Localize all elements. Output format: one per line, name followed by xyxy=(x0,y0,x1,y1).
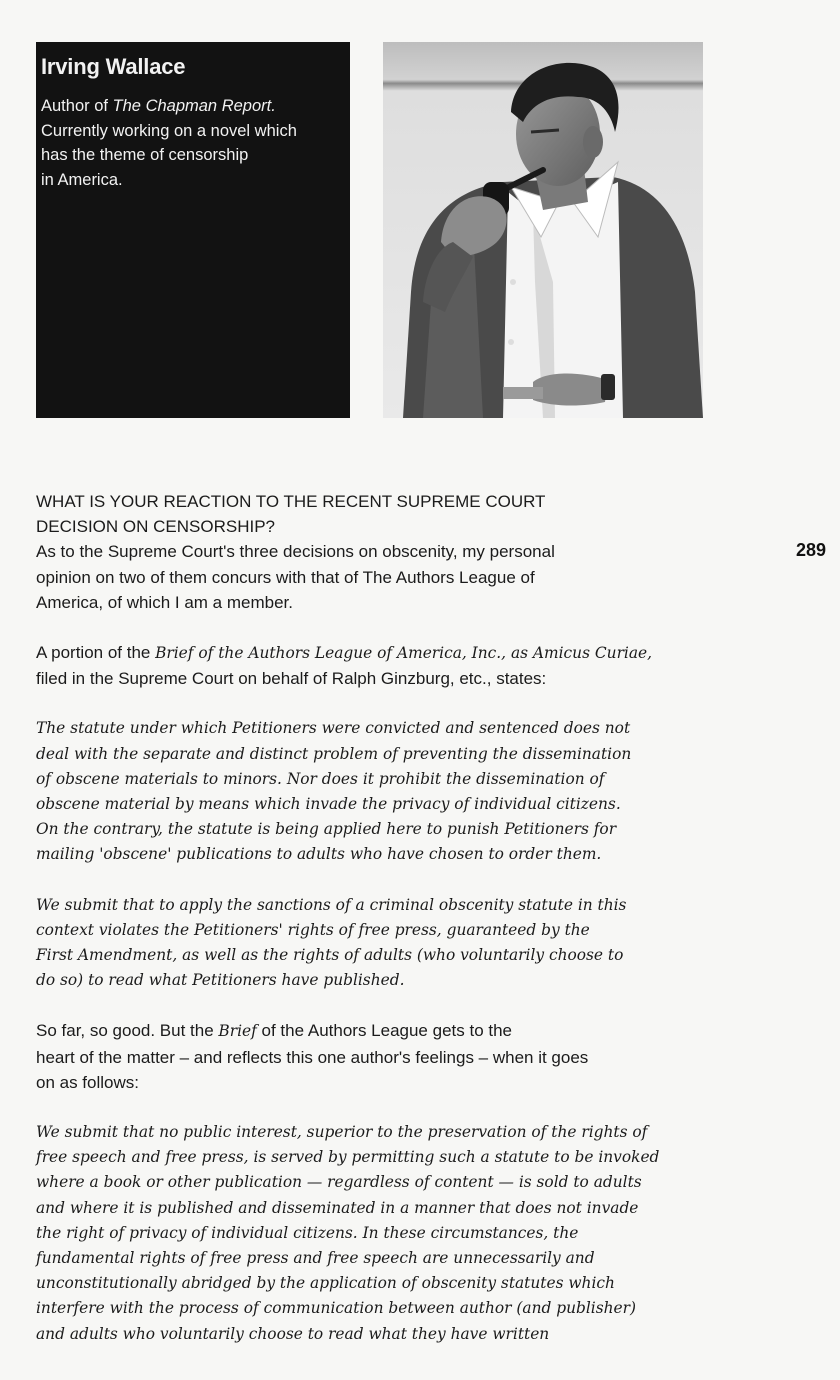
quote3-line: where a book or other publication — regardless of content — is sold to adults xyxy=(36,1173,642,1192)
question-heading-line-1: WHAT IS YOUR REACTION TO THE RECENT SUPREME COURT xyxy=(36,492,546,511)
brief-word: Brief xyxy=(218,1022,257,1041)
quote2-line: context violates the Petitioners' rights of free press, guaranteed by the xyxy=(36,920,590,939)
article-body xyxy=(36,489,756,1347)
answer-line-3: America, of which I am a member. xyxy=(36,592,293,612)
answer-line-2: opinion on two of them concurs with that of The Authors League of xyxy=(36,567,535,587)
bio-line-1: Author of The Chapman Report. xyxy=(41,97,276,115)
bio-line-2: Currently working on a novel which xyxy=(41,121,297,140)
quote3-line: interfere with the process of communication between author (and publisher) xyxy=(36,1299,636,1318)
question-heading-line-2: DECISION ON CENSORSHIP? xyxy=(36,517,275,537)
bio-line-3: has the theme of censorship xyxy=(41,146,249,164)
author-name: Irving Wallace xyxy=(41,54,186,79)
quote3-line: fundamental rights of free press and free speech are unnecessarily and xyxy=(36,1249,595,1268)
author-bio-box xyxy=(36,42,350,418)
quote2-line: We submit that to apply the sanctions of a criminal obscenity statute in this xyxy=(36,895,627,914)
bio-line-4: in America. xyxy=(41,170,123,189)
quote2-line: do so) to read what Petitioners have published. xyxy=(36,971,405,990)
page-number: 289 xyxy=(796,540,827,560)
quote1-line: of obscene materials to minors. Nor does it prohibit the dissemination of xyxy=(36,769,605,788)
author-portrait-photo xyxy=(383,42,703,418)
brief-title: Brief of the Authors League of America, Inc., as Amicus Curiae, xyxy=(155,644,653,663)
sofar-line-1: So far, so good. But the Brief of the Authors League gets to the xyxy=(36,1021,513,1041)
quote3-line: the right of privacy of individual citizens. In these circumstances, the xyxy=(36,1223,579,1242)
quote1-line: mailing 'obscene' publications to adults who have chosen to order them. xyxy=(36,845,602,864)
quote1-line: obscene material by means which invade the privacy of individual citizens. xyxy=(36,795,621,814)
sofar-line-3: on as follows: xyxy=(36,1072,139,1092)
quote1-line: On the contrary, the statute is being applied here to punish Petitioners for xyxy=(36,820,617,839)
quote3-line: We submit that no public interest, superior to the preservation of the rights of xyxy=(36,1123,648,1142)
portion-line-2: filed in the Supreme Court on behalf of Ralph Ginzburg, etc., states: xyxy=(36,669,547,689)
quote1-line: The statute under which Petitioners were convicted and sentenced does not xyxy=(36,719,631,738)
book-title: The Chapman Report. xyxy=(112,97,276,115)
quote3-line: unconstitutionally abridged by the application of obscenity statutes which xyxy=(36,1274,615,1293)
portion-line-1: A portion of the Brief of the Authors League of America, Inc., as Amicus Curiae, xyxy=(36,643,653,663)
quote3-line: free speech and free press, is served by permitting such a statute to be invoked xyxy=(36,1148,660,1167)
quote3-line: and adults who voluntarily choose to read what they have written xyxy=(36,1324,550,1343)
quote1-line: deal with the separate and distinct problem of preventing the dissemination xyxy=(36,744,632,763)
quote3-line: and where it is published and disseminated in a manner that does not invade xyxy=(36,1198,639,1217)
quote2-line: First Amendment, as well as the rights of adults (who voluntarily choose to xyxy=(36,946,624,965)
answer-line-1: As to the Supreme Court's three decisions on obscenity, my personal xyxy=(36,542,555,562)
sofar-line-2: heart of the matter – and reflects this one author's feelings – when it goes xyxy=(36,1047,589,1067)
